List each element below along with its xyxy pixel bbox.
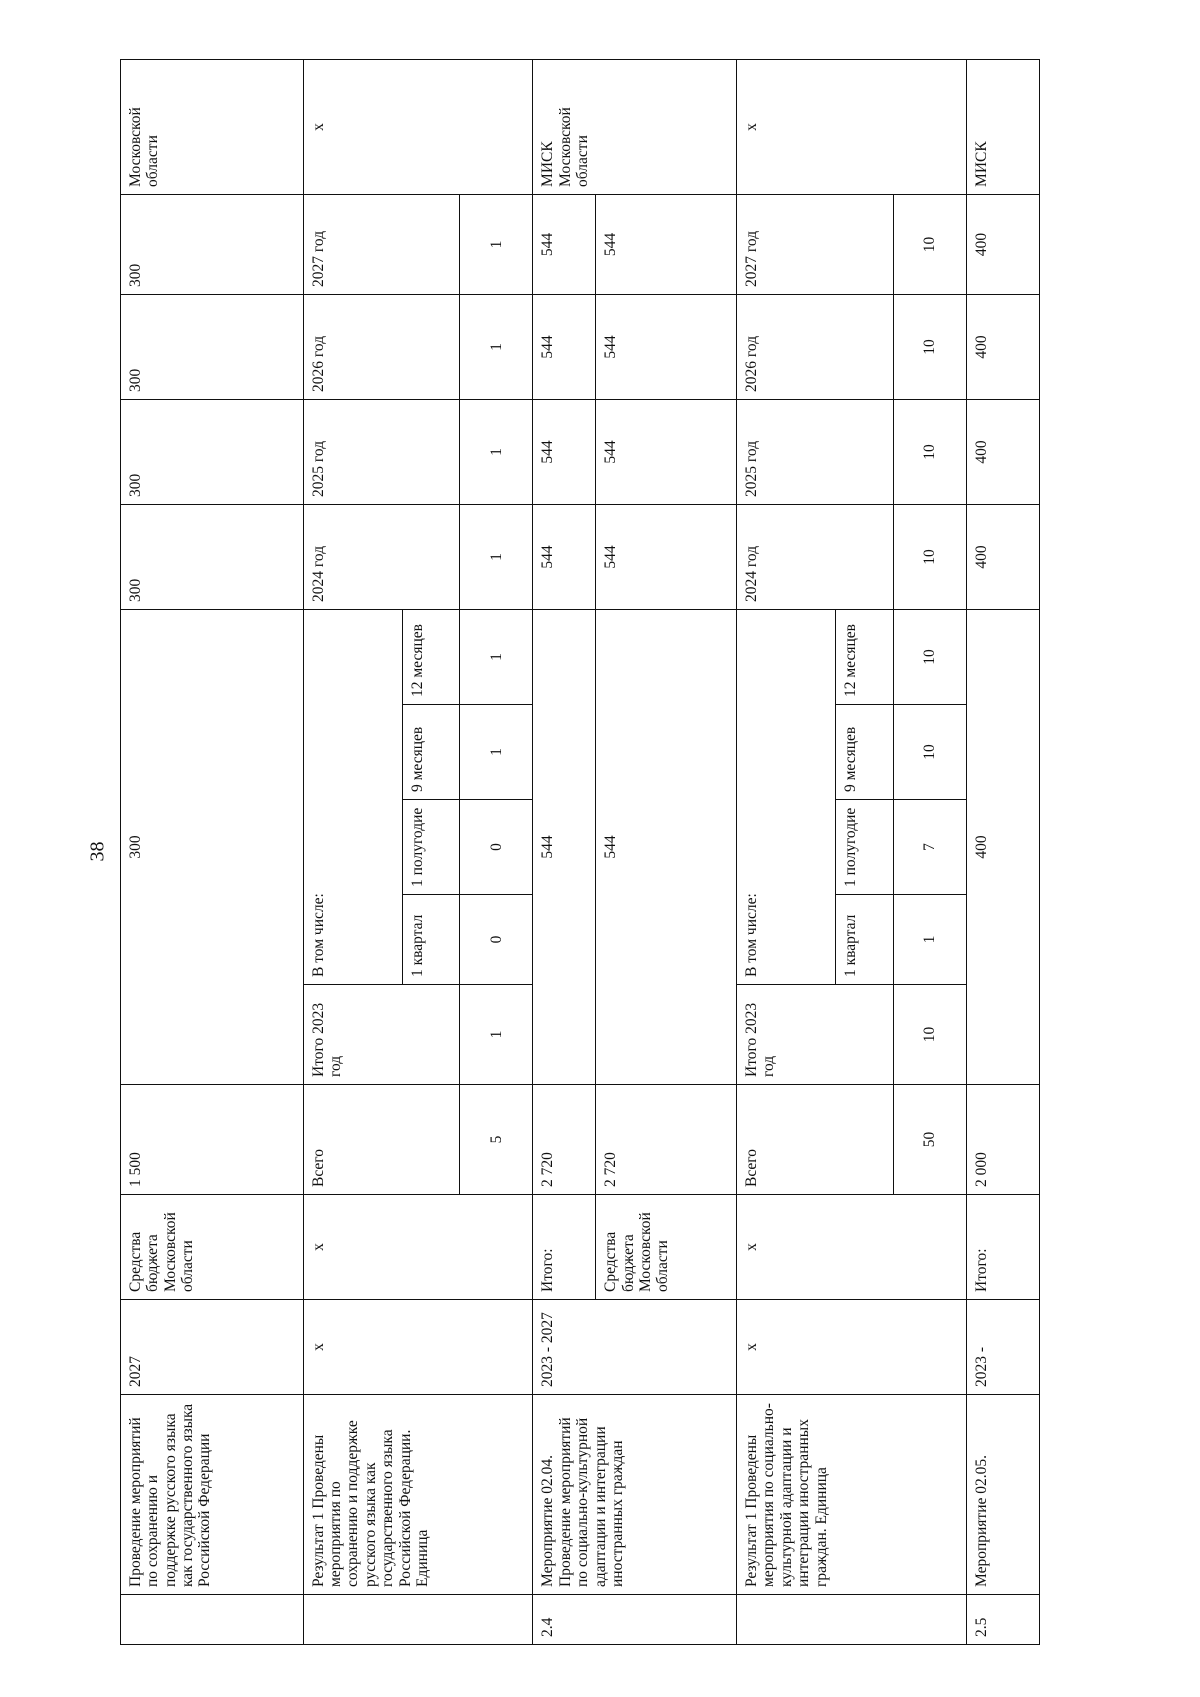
value-9m: 1 (460, 705, 533, 800)
row-number (303, 1595, 533, 1645)
total: 1 500 (121, 1085, 304, 1195)
year-2027: 400 (966, 194, 1039, 294)
year-2024: 544 (596, 504, 737, 609)
event-name: Проведение мероприятий по сохранению и поддержке русского языка как государственного языка Российской Федерации (121, 1395, 304, 1595)
year-2027: 544 (533, 194, 596, 294)
total: 2 000 (966, 1085, 1039, 1195)
event-name: Мероприятие 02.04. Проведение мероприятий по социально-культурной адаптации и интеграции иностранных граждан (533, 1395, 737, 1595)
year-2026: 400 (966, 294, 1039, 399)
row-number: 2.5 (966, 1595, 1039, 1645)
row-number (737, 1595, 967, 1645)
year-2027: 544 (596, 194, 737, 294)
value-total: 50 (893, 1085, 966, 1195)
year-2023: 400 (966, 609, 1039, 1084)
row-number: 2.4 (533, 1595, 737, 1645)
header-9-months: 9 месяцев (836, 705, 893, 800)
year-2025: 300 (121, 399, 304, 504)
year-2027: 300 (121, 194, 304, 294)
header-including: В том числе: (303, 609, 402, 984)
responsible: Московской области (121, 59, 304, 194)
budget-table (120, 59, 1040, 1645)
year-2023: 544 (596, 609, 737, 1084)
value-h1: 0 (460, 800, 533, 895)
value-2026: 10 (893, 294, 966, 399)
value-12m: 10 (893, 609, 966, 704)
year-2026: 544 (596, 294, 737, 399)
value-12m: 1 (460, 609, 533, 704)
year-2024: 544 (533, 504, 596, 609)
responsible: МИСК (966, 59, 1039, 194)
table-row (533, 59, 596, 1644)
years: 2023 - 2027 (533, 1300, 737, 1395)
years: x (737, 1300, 967, 1395)
header-2027: 2027 год (303, 194, 460, 294)
funding-source: Средства бюджета Московской области (596, 1195, 737, 1300)
header-total: Всего (303, 1085, 460, 1195)
header-q1: 1 квартал (836, 895, 893, 985)
years: x (303, 1300, 533, 1395)
header-2027: 2027 год (737, 194, 894, 294)
page-number: 38 (86, 841, 109, 862)
year-2026: 544 (533, 294, 596, 399)
header-2024: 2024 год (737, 504, 894, 609)
value-2024: 10 (893, 504, 966, 609)
responsible: МИСК Московской области (533, 59, 737, 194)
responsible: x (303, 59, 533, 194)
value-2027: 10 (893, 194, 966, 294)
header-half-year: 1 полугодие (402, 800, 459, 895)
total: 2 720 (533, 1085, 596, 1195)
table-row (303, 59, 402, 1644)
result-name: Результат 1 Проведены мероприятия по социально-культурной адаптации и интеграции иностранных граждан. Единица (737, 1395, 967, 1595)
table-row (737, 59, 836, 1644)
row-number (121, 1595, 304, 1645)
funding-source: Итого: (966, 1195, 1039, 1300)
funding-source: x (737, 1195, 967, 1300)
header-total: Всего (737, 1085, 894, 1195)
header-half-year: 1 полугодие (836, 800, 893, 895)
funding-source-total: Итого: (533, 1195, 596, 1300)
value-9m: 10 (893, 705, 966, 800)
value-total: 5 (460, 1085, 533, 1195)
header-2024: 2024 год (303, 504, 460, 609)
header-q1: 1 квартал (402, 895, 459, 985)
value-2024: 1 (460, 504, 533, 609)
value-h1: 7 (893, 800, 966, 895)
header-2026: 2026 год (303, 294, 460, 399)
header-itogo-2023: Итого 2023 год (303, 985, 460, 1085)
value-2025: 1 (460, 399, 533, 504)
header-2026: 2026 год (737, 294, 894, 399)
year-2024: 300 (121, 504, 304, 609)
year-2024: 400 (966, 504, 1039, 609)
value-q1: 1 (893, 895, 966, 985)
header-including: В том числе: (737, 609, 836, 984)
funding-source: x (303, 1195, 533, 1300)
total: 2 720 (596, 1085, 737, 1195)
year-2025: 400 (966, 399, 1039, 504)
header-12-months: 12 месяцев (402, 609, 459, 704)
event-name: Мероприятие 02.05. (966, 1395, 1039, 1595)
year-2023: 300 (121, 609, 304, 1084)
value-q1: 0 (460, 895, 533, 985)
header-12-months: 12 месяцев (836, 609, 893, 704)
header-2025: 2025 год (737, 399, 894, 504)
year-2025: 544 (533, 399, 596, 504)
table-row (121, 59, 304, 1644)
table-row (966, 59, 1039, 1644)
result-name: Результат 1 Проведены мероприятия по сохранению и поддержке русского языка как государственного языка Российской Федерации. Единица (303, 1395, 533, 1595)
rotated-table-wrapper (120, 60, 1040, 1645)
year-2023: 544 (533, 609, 596, 1084)
header-9-months: 9 месяцев (402, 705, 459, 800)
value-itogo: 10 (893, 985, 966, 1085)
header-itogo-2023: Итого 2023 год (737, 985, 894, 1085)
value-2025: 10 (893, 399, 966, 504)
value-2027: 1 (460, 194, 533, 294)
value-itogo: 1 (460, 985, 533, 1085)
header-2025: 2025 год (303, 399, 460, 504)
responsible: x (737, 59, 967, 194)
funding-source: Средства бюджета Московской области (121, 1195, 304, 1300)
years: 2027 (121, 1300, 304, 1395)
year-2026: 300 (121, 294, 304, 399)
year-2025: 544 (596, 399, 737, 504)
value-2026: 1 (460, 294, 533, 399)
years: 2023 - (966, 1300, 1039, 1395)
